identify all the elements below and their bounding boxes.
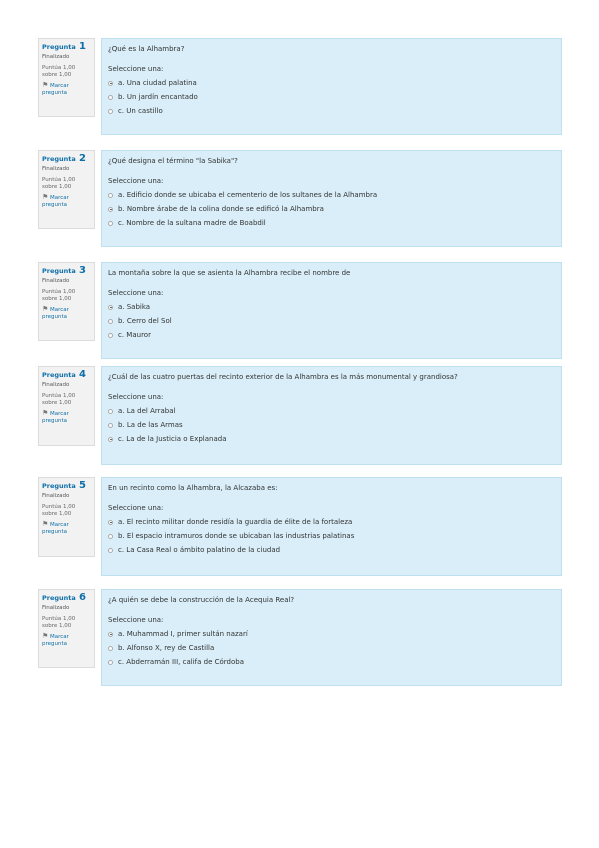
answer-option-label: a. El recinto militar donde residía la guardia de élite de la fortaleza [118,518,353,526]
answer-option[interactable] [108,216,555,230]
answer-option-label: b. Alfonso X, rey de Castilla [118,644,215,652]
answer-options [108,300,555,342]
question-number [42,42,92,52]
answer-option[interactable] [108,300,555,314]
answer-option[interactable] [108,76,555,90]
answer-option-label: a. Sabika [118,303,151,311]
answer-option[interactable] [108,515,555,529]
answer-option-label: c. Nombre de la sultana madre de Boabdil [118,219,266,227]
question-content [101,150,562,247]
answer-option[interactable] [108,655,555,669]
question-6 [38,589,563,686]
question-4 [38,366,563,465]
question-number-value: 4 [79,369,87,380]
question-grade [42,289,92,303]
flag-icon: ⚑ [42,632,49,640]
answer-option-label: c. Mauror [118,331,151,339]
answer-option[interactable] [108,627,555,641]
question-info-panel [38,366,95,446]
answer-option[interactable] [108,90,555,104]
question-number-value: 5 [79,480,87,491]
flag-label: Marcar [50,411,69,417]
answer-prompt: Seleccione una: [108,177,164,185]
radio-button[interactable] [108,193,113,198]
question-3 [38,262,563,359]
question-text: En un recinto como la Alhambra, la Alcazaba es: [108,484,278,492]
grade-max-line: sobre 1,00 [42,296,72,302]
radio-button[interactable] [108,409,113,414]
answer-option-label: a. La del Arrabal [118,407,176,415]
flag-icon: ⚑ [42,409,49,417]
question-text: ¿Qué es la Alhambra? [108,45,185,53]
question-5 [38,477,563,576]
answer-option-label: a. Muhammad I, primer sultán nazarí [118,630,248,638]
question-label: Pregunta [42,482,76,490]
question-text: ¿Qué designa el término "la Sabika"? [108,157,238,165]
question-number [42,481,92,491]
question-info-panel [38,38,95,117]
question-info-panel [38,262,95,341]
answer-option[interactable] [108,641,555,655]
radio-button[interactable] [108,305,113,310]
answer-option-label: c. Abderramán III, califa de Córdoba [118,658,244,666]
answer-option-label: b. Cerro del Sol [118,317,172,325]
question-number [42,154,92,164]
answer-option[interactable] [108,432,555,446]
answer-option-label: b. El espacio intramuros donde se ubicaban las industrias palatinas [118,532,355,540]
grade-line: Puntúa 1,00 [42,289,76,295]
question-grade [42,504,92,518]
answer-option-label: c. La Casa Real o ámbito palatino de la ciudad [118,546,281,554]
question-content [101,589,562,686]
flag-question-link[interactable] [42,410,92,425]
flag-question-link[interactable] [42,82,92,97]
question-state: Finalizado [42,493,70,499]
question-state: Finalizado [42,382,70,388]
question-state: Finalizado [42,605,70,611]
radio-button[interactable] [108,81,113,86]
flag-label: Marcar [50,83,69,89]
grade-line: Puntúa 1,00 [42,616,76,622]
grade-line: Puntúa 1,00 [42,504,76,510]
question-grade [42,177,92,191]
question-number [42,593,92,603]
flag-label-2: pregunta [42,90,68,96]
answer-option[interactable] [108,418,555,432]
answer-option-label: a. Una ciudad palatina [118,79,197,87]
question-label: Pregunta [42,371,76,379]
radio-button[interactable] [108,520,113,525]
radio-button[interactable] [108,319,113,324]
question-content [101,477,562,576]
answer-prompt: Seleccione una: [108,393,164,401]
question-text: ¿A quién se debe la construcción de la Acequia Real? [108,596,295,604]
answer-prompt: Seleccione una: [108,616,164,624]
question-number-value: 3 [79,265,87,276]
answer-option[interactable] [108,314,555,328]
grade-line: Puntúa 1,00 [42,177,76,183]
radio-button[interactable] [108,534,113,539]
question-grade [42,616,92,630]
grade-line: Puntúa 1,00 [42,65,76,71]
flag-question-link[interactable] [42,521,92,536]
question-number-value: 1 [79,41,87,52]
grade-line: Puntúa 1,00 [42,393,76,399]
question-number-value: 2 [79,153,87,164]
answer-option-label: c. Un castillo [118,107,163,115]
answer-option-label: c. La de la Justicia o Explanada [118,435,227,443]
answer-option[interactable] [108,188,555,202]
radio-button[interactable] [108,207,113,212]
flag-icon: ⚑ [42,305,49,313]
question-text: La montaña sobre la que se asienta la Alhambra recibe el nombre de [108,269,351,277]
flag-label: Marcar [50,522,69,528]
answer-options [108,515,555,557]
answer-option[interactable] [108,543,555,557]
radio-button[interactable] [108,660,113,665]
question-label: Pregunta [42,43,76,51]
answer-prompt: Seleccione una: [108,504,164,512]
answer-prompt: Seleccione una: [108,65,164,73]
question-state: Finalizado [42,54,70,60]
question-2 [38,150,563,247]
answer-prompt: Seleccione una: [108,289,164,297]
question-state: Finalizado [42,278,70,284]
radio-button[interactable] [108,109,113,114]
question-content [101,366,562,465]
answer-option-label: b. Nombre árabe de la colina donde se edificó la Alhambra [118,205,324,213]
radio-button[interactable] [108,646,113,651]
radio-button[interactable] [108,221,113,226]
flag-question-link[interactable] [42,306,92,321]
radio-button[interactable] [108,333,113,338]
flag-question-link[interactable] [42,633,92,648]
radio-button[interactable] [108,423,113,428]
answer-options [108,188,555,230]
flag-question-link[interactable] [42,194,92,209]
answer-option[interactable] [108,529,555,543]
question-number-value: 6 [79,592,87,603]
answer-option[interactable] [108,202,555,216]
answer-option[interactable] [108,104,555,118]
question-info-panel [38,477,95,557]
question-info-panel [38,150,95,229]
flag-icon: ⚑ [42,193,49,201]
answer-option[interactable] [108,328,555,342]
answer-options [108,76,555,118]
question-text: ¿Cuál de las cuatro puertas del recinto exterior de la Alhambra es la más monumental y grandiosa? [108,373,458,381]
answer-options [108,627,555,669]
grade-max-line: sobre 1,00 [42,72,72,78]
flag-label-2: pregunta [42,202,68,208]
flag-label-2: pregunta [42,529,68,535]
question-label: Pregunta [42,267,76,275]
question-state: Finalizado [42,166,70,172]
radio-button[interactable] [108,437,113,442]
grade-max-line: sobre 1,00 [42,511,72,517]
radio-button[interactable] [108,95,113,100]
flag-label-2: pregunta [42,641,68,647]
question-grade [42,65,92,79]
grade-max-line: sobre 1,00 [42,184,72,190]
flag-icon: ⚑ [42,520,49,528]
question-info-panel [38,589,95,668]
flag-label-2: pregunta [42,314,68,320]
question-label: Pregunta [42,155,76,163]
flag-label: Marcar [50,634,69,640]
question-content [101,38,562,135]
answer-option[interactable] [108,404,555,418]
answer-option-label: a. Edificio donde se ubicaba el cementerio de los sultanes de la Alhambra [118,191,378,199]
question-content [101,262,562,359]
flag-label: Marcar [50,195,69,201]
question-label: Pregunta [42,594,76,602]
flag-icon: ⚑ [42,81,49,89]
question-number [42,266,92,276]
radio-button[interactable] [108,548,113,553]
question-grade [42,393,92,407]
flag-label: Marcar [50,307,69,313]
answer-options [108,404,555,446]
grade-max-line: sobre 1,00 [42,623,72,629]
question-1 [38,38,563,135]
answer-option-label: b. La de las Armas [118,421,183,429]
answer-option-label: b. Un jardín encantado [118,93,198,101]
grade-max-line: sobre 1,00 [42,400,72,406]
radio-button[interactable] [108,632,113,637]
question-number [42,370,92,380]
flag-label-2: pregunta [42,418,68,424]
